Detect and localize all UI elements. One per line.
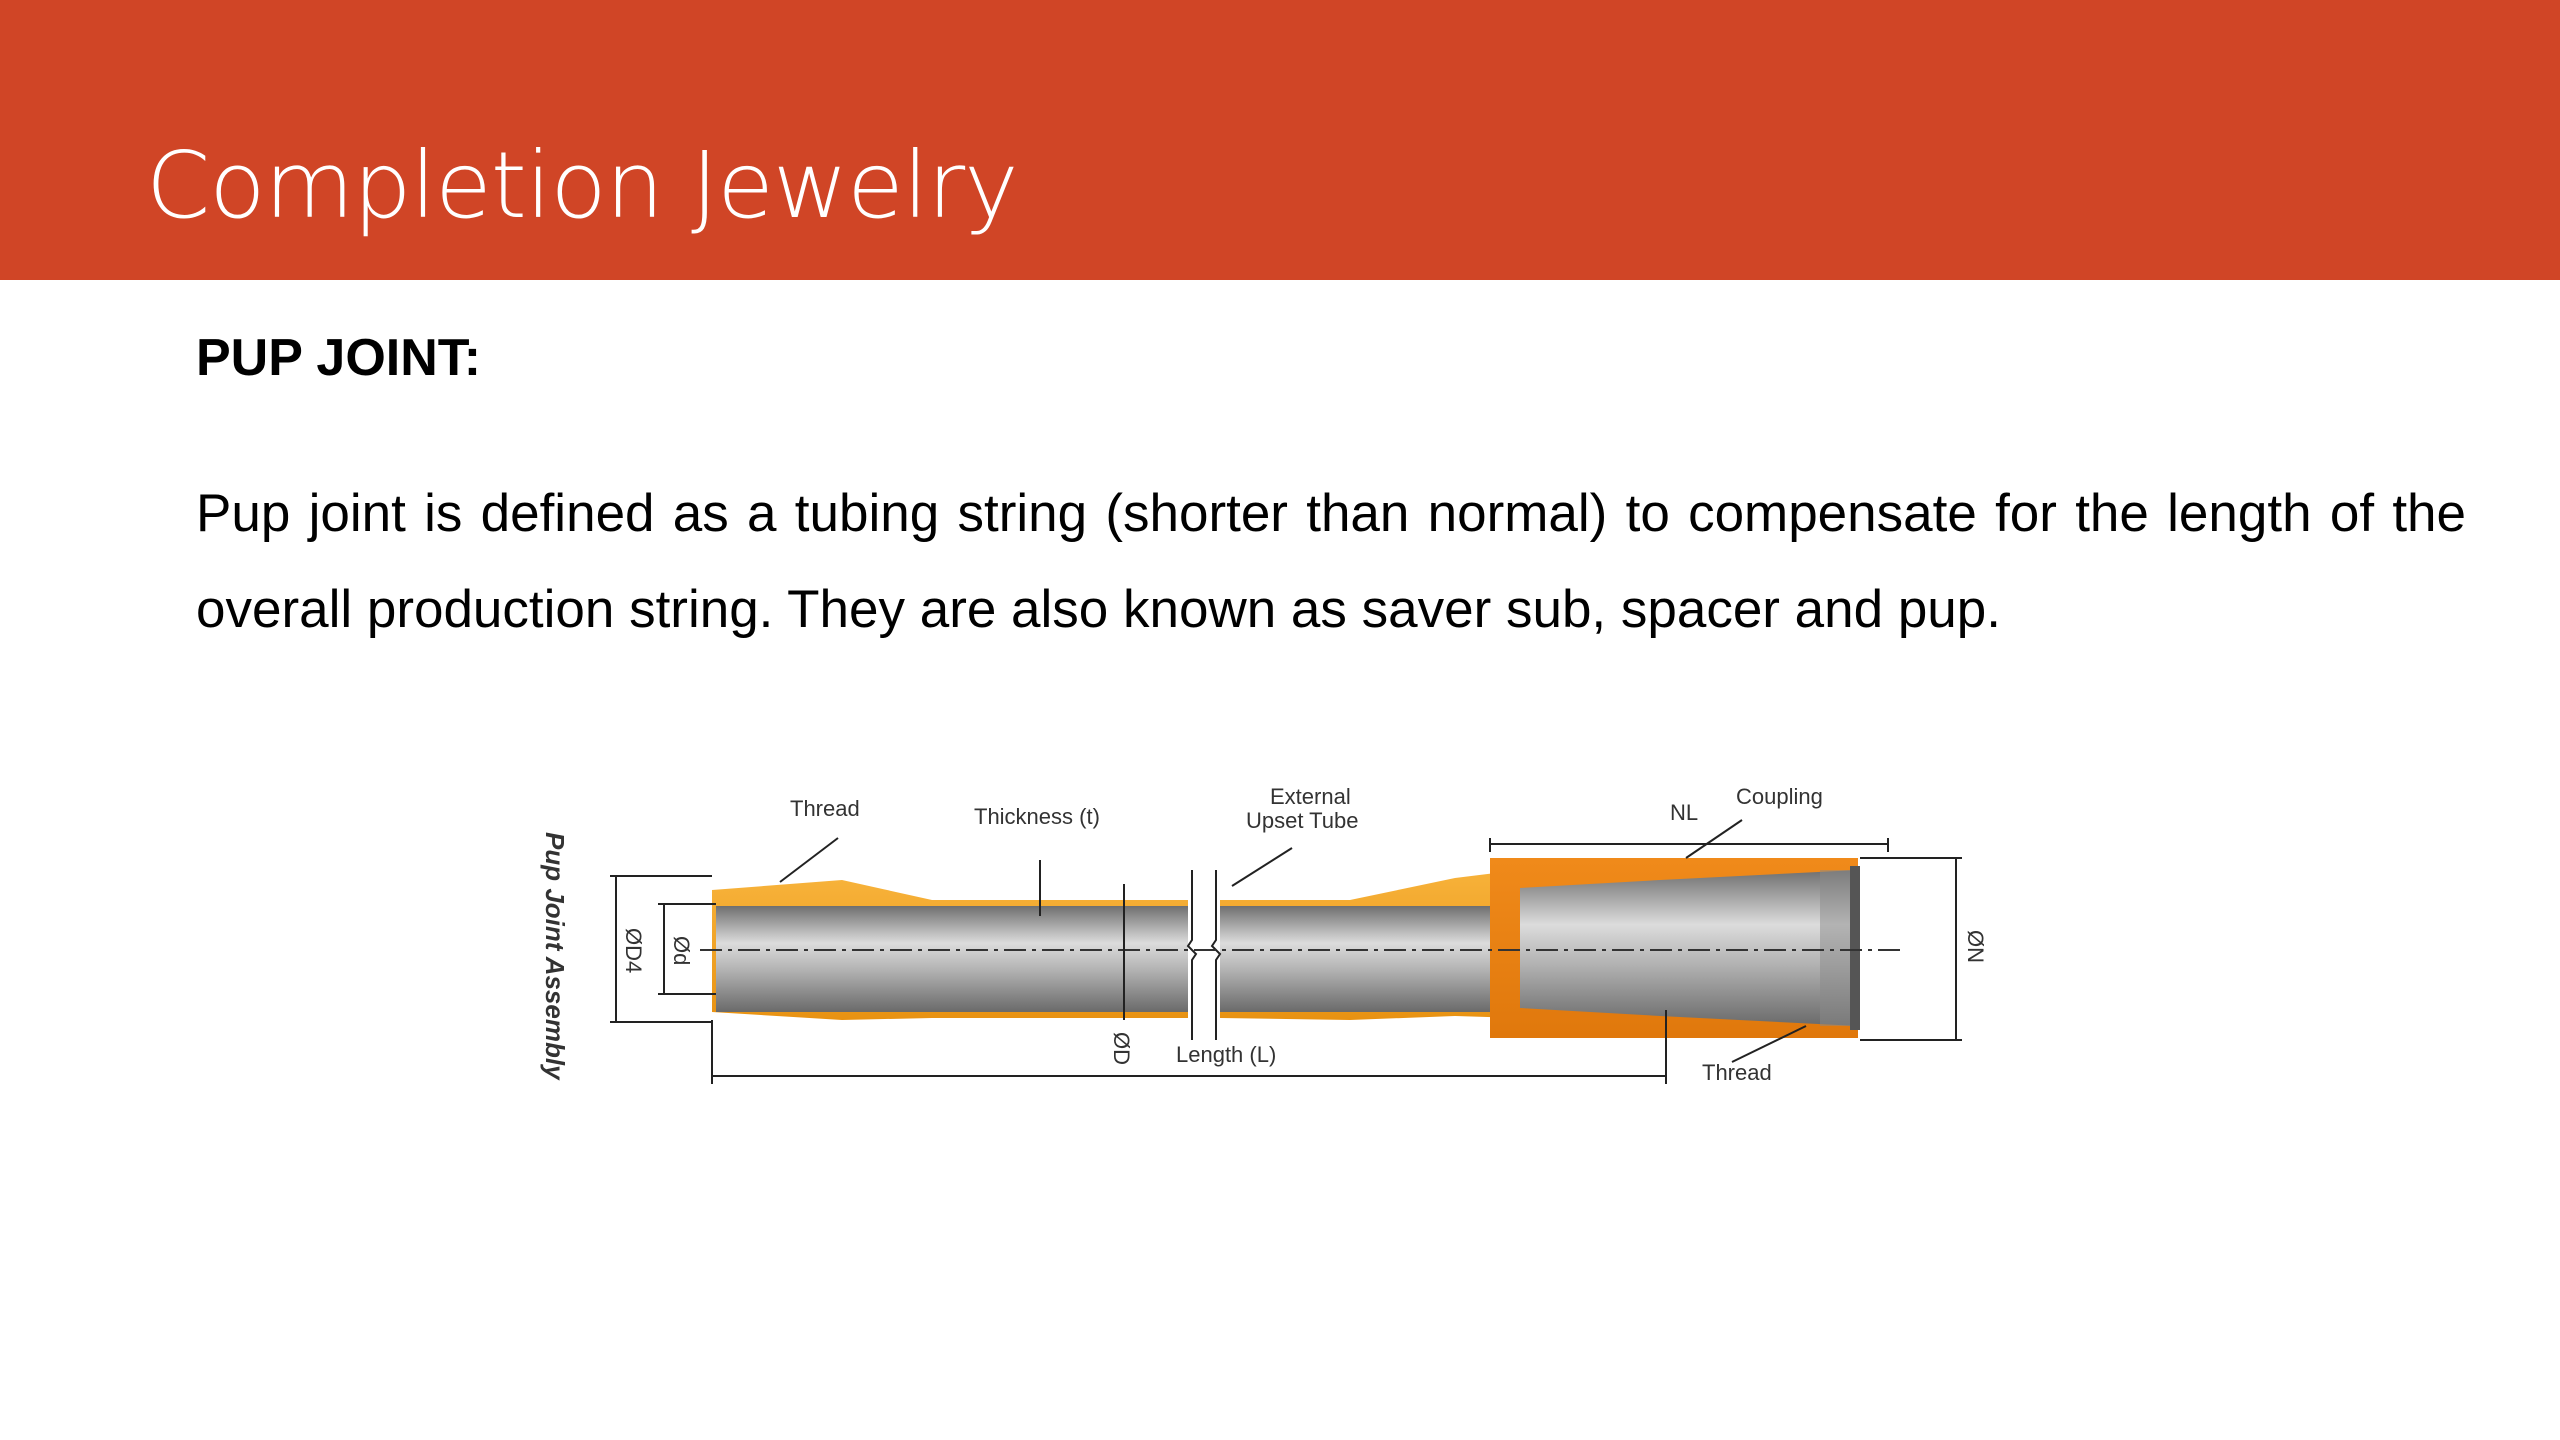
slide-title: Completion Jewelry — [146, 132, 1018, 239]
external-label: External — [1270, 784, 1351, 809]
section-heading: PUP JOINT: — [196, 329, 482, 387]
coupling-label: Coupling — [1736, 784, 1823, 809]
caption-label: Pup Joint Assembly — [540, 832, 570, 1080]
od-label: ØD — [1109, 1032, 1134, 1065]
coupling-body — [1490, 858, 1860, 1038]
upset-tube-label: Upset Tube — [1246, 808, 1359, 833]
thread-bottom-label: Thread — [1702, 1060, 1772, 1085]
pipe-right-section — [1220, 870, 1520, 1020]
id-label: Ød — [669, 936, 694, 966]
on-label: ØN — [1963, 930, 1988, 963]
pup-joint-diagram — [520, 770, 2010, 1100]
body-paragraph: Pup joint is defined as a tubing string (shorter than normal) to compensate for the length of the overall production string. They are also known as saver sub, spacer and pup. — [196, 484, 2466, 639]
thickness-label: Thickness (t) — [974, 804, 1100, 829]
nl-label: NL — [1670, 800, 1699, 825]
break-marks — [1188, 870, 1220, 1040]
thread-label: Thread — [790, 796, 860, 821]
length-label: Length (L) — [1176, 1042, 1277, 1067]
od4-label: ØD4 — [621, 928, 646, 974]
